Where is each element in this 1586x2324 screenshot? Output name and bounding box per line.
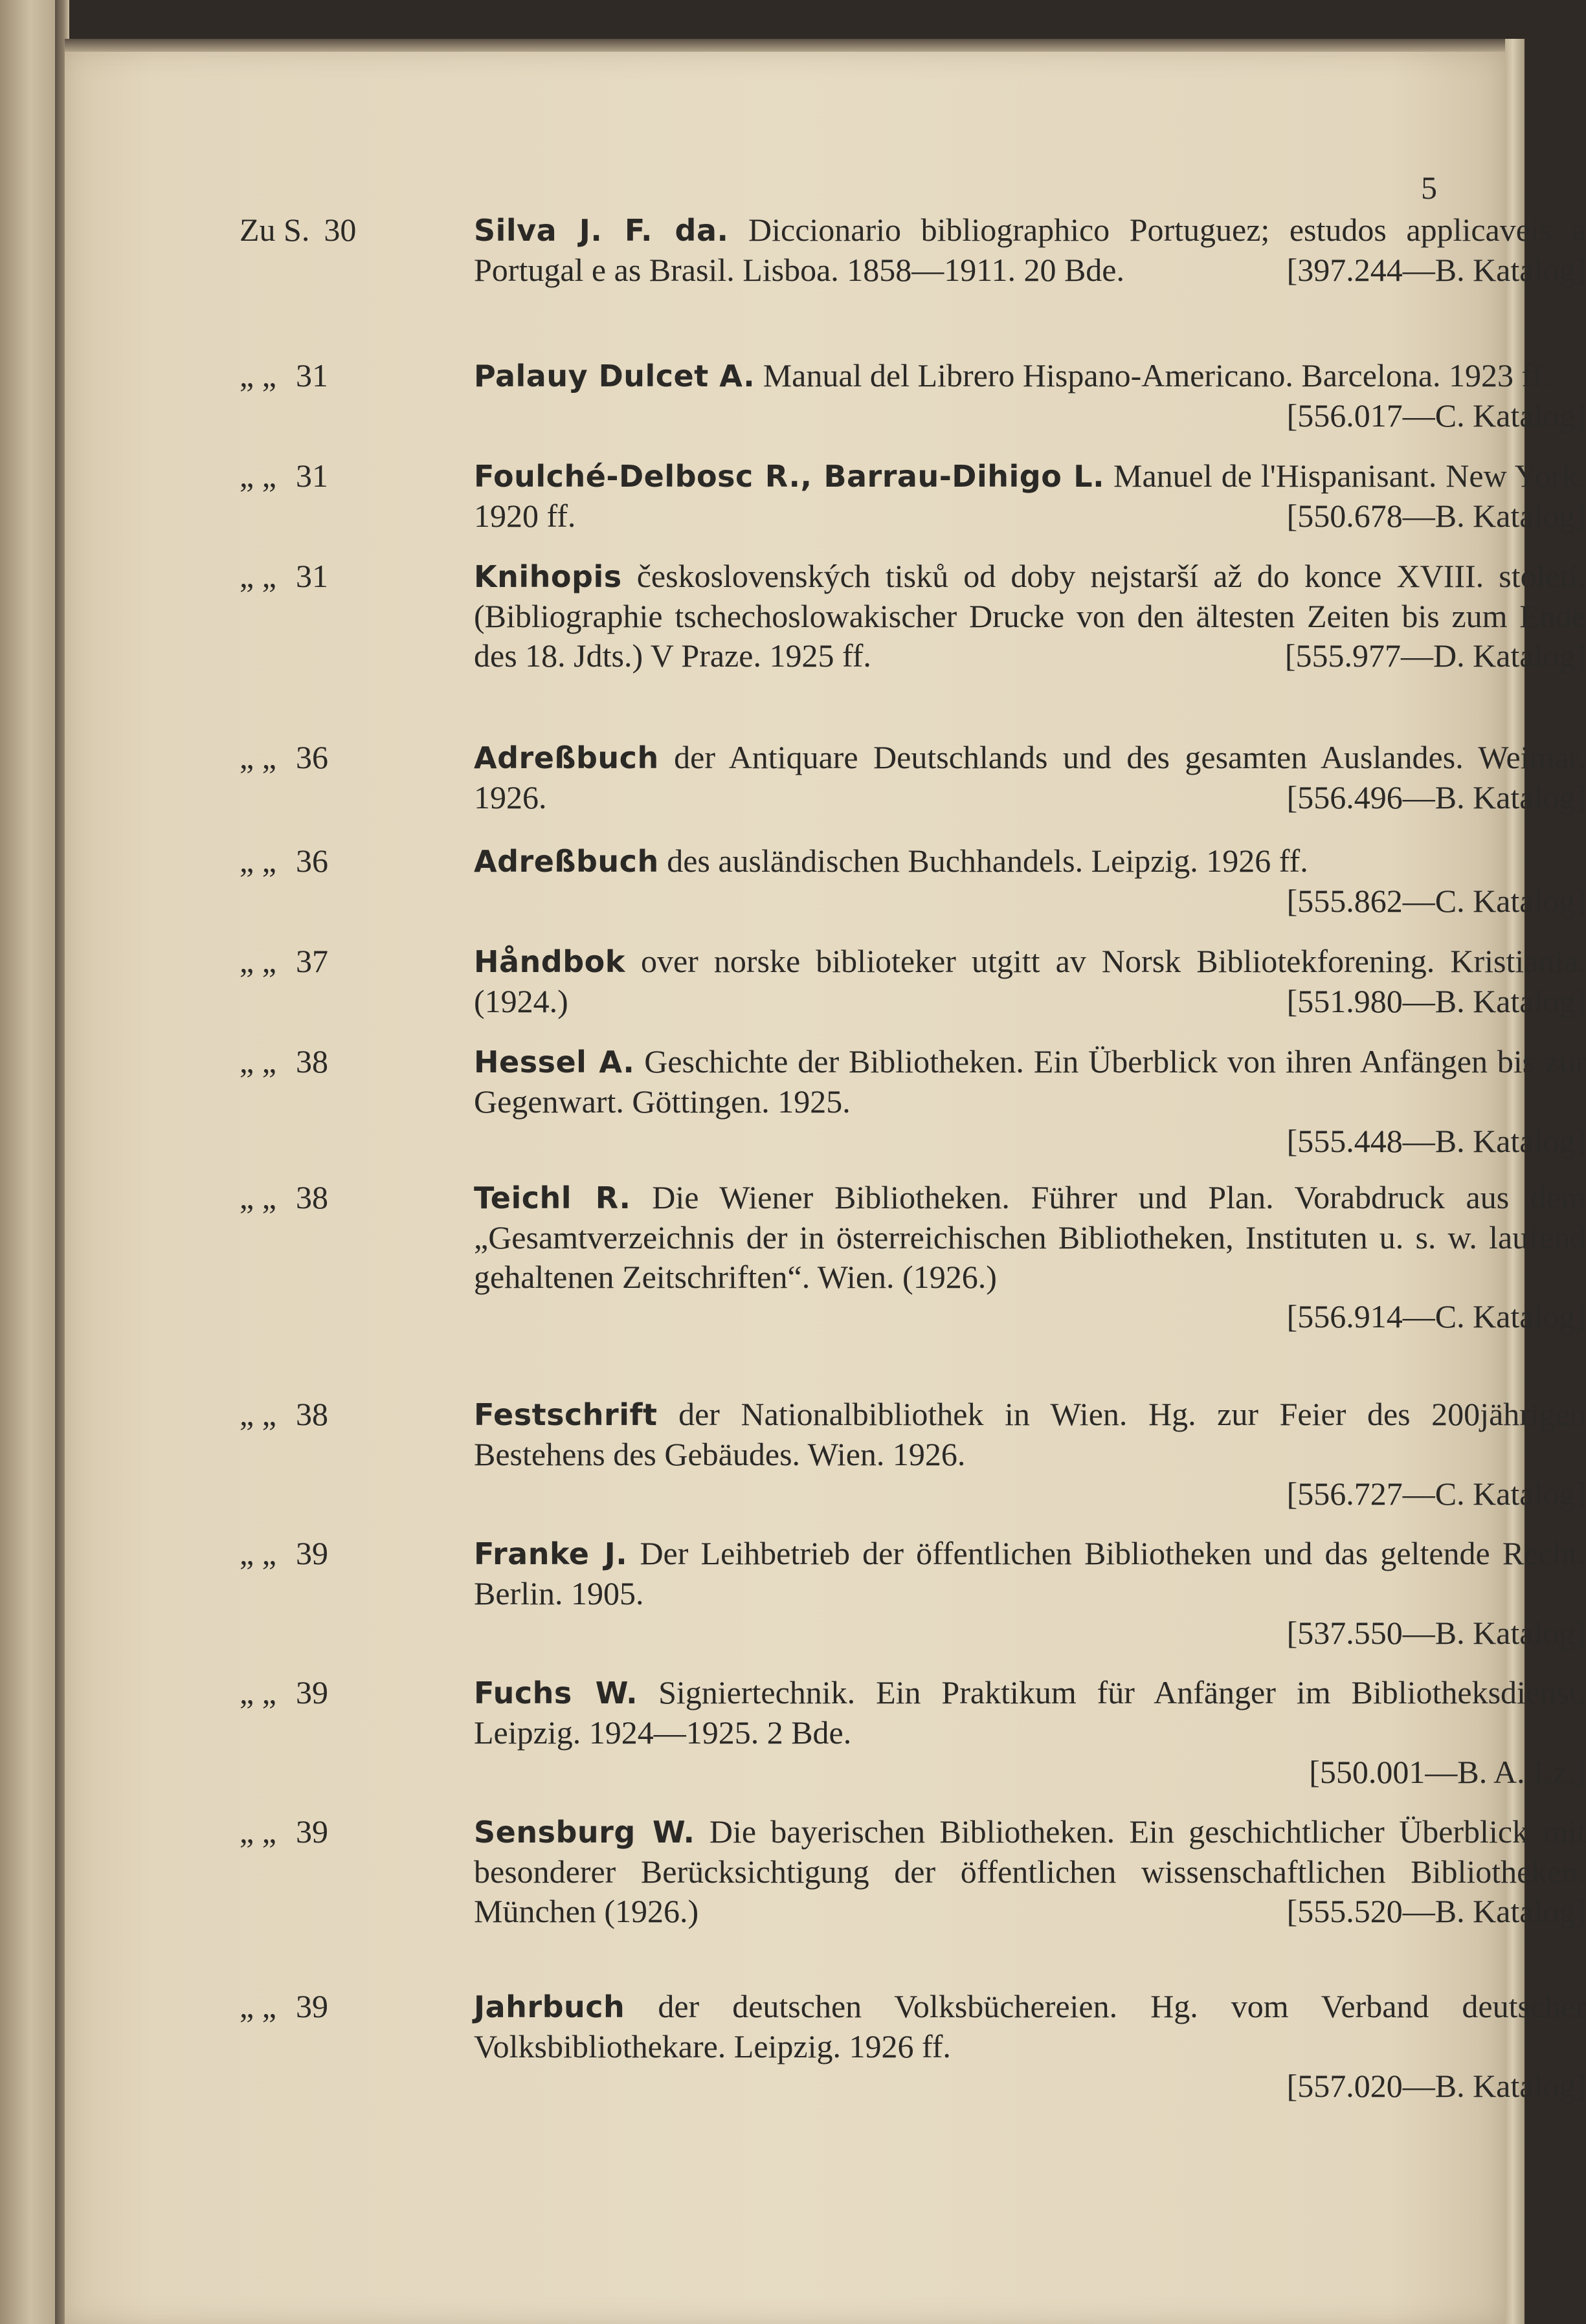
ref-page: 38 bbox=[296, 1396, 328, 1432]
entry-body bbox=[474, 1178, 1586, 1336]
ref-prefix: „ „ bbox=[240, 1043, 276, 1079]
ref-page: 39 bbox=[296, 1535, 328, 1571]
page-reference bbox=[240, 557, 434, 596]
book-page bbox=[65, 52, 1586, 2324]
entry-author: Franke J. bbox=[474, 1536, 628, 1571]
entry-body bbox=[474, 738, 1586, 817]
ref-prefix: „ „ bbox=[240, 739, 276, 775]
entry-author: Adreßbuch bbox=[474, 844, 659, 879]
ref-page: 38 bbox=[296, 1043, 328, 1079]
entry-author: Festschrift bbox=[474, 1397, 658, 1432]
entry-author: Jahrbuch bbox=[474, 1989, 625, 2024]
ref-page: 39 bbox=[296, 1813, 328, 1850]
ref-page: 37 bbox=[296, 943, 328, 979]
entry-text: Die Wiener Bibliotheken. Führer und Plan. Vorabdruck aus dem „Gesamtverzeichnis der in österreichischen Bibliotheken, Instituten u. s. w. laufend gehaltenen Zeitschriften“. Wien. (1926.) bbox=[474, 1179, 1586, 1295]
entry-body bbox=[474, 456, 1586, 536]
entry-signature: [537.550—B. Katalog] bbox=[1286, 1615, 1586, 1651]
entry-signature: [556.496—B. Katalog] bbox=[1286, 779, 1586, 815]
entry-text: over norske biblioteker utgitt av Norsk Bibliotekforening. Kristiania. (1924.) bbox=[474, 943, 1586, 1019]
page-reference bbox=[240, 1812, 434, 1852]
entry-text: československých tisků od doby nejstarší až do konce XVIII. století. (Bibliographie tschechoslowakischer Drucke von den ältesten Zeiten bis zum Ende des 18. Jdts.) V Praze. 1925 ff. bbox=[474, 558, 1586, 674]
page-reference bbox=[240, 356, 434, 395]
entry-text: der Nationalbibliothek in Wien. Hg. zur Feier des 200jährigen Bestehens des Gebäudes. Wien. 1926. bbox=[474, 1396, 1586, 1472]
ref-prefix: „ „ bbox=[240, 1813, 276, 1850]
entry-signature: [556.727—C. Katalog] bbox=[1286, 1476, 1586, 1512]
page-reference bbox=[240, 1042, 434, 1081]
page-reference bbox=[240, 456, 434, 496]
ref-page: 31 bbox=[296, 357, 328, 393]
entry-signature: [551.980—B. Katalog] bbox=[1286, 983, 1586, 1019]
page-reference bbox=[240, 1987, 434, 2026]
entry-body bbox=[474, 1042, 1586, 1161]
entry-body bbox=[474, 1395, 1586, 1514]
entry-author: Håndbok bbox=[474, 944, 625, 979]
ref-prefix: „ „ bbox=[240, 843, 276, 879]
entry-signature: [556.017—C. Katalog] bbox=[1286, 397, 1586, 434]
ref-page: 31 bbox=[296, 458, 328, 494]
entry-signature: [550.678—B. Katalog] bbox=[1286, 498, 1586, 534]
page-reference bbox=[240, 841, 434, 881]
page-reference bbox=[240, 1673, 434, 1712]
ref-page: 30 bbox=[324, 212, 357, 248]
ref-prefix: „ „ bbox=[240, 1988, 276, 2024]
entry-text: Manual del Librero Hispano-Americano. Barcelona. 1923 ff. bbox=[763, 357, 1551, 393]
ref-page: 38 bbox=[296, 1179, 328, 1215]
entry-signature: [556.914—C. Katalog] bbox=[1286, 1298, 1586, 1334]
entry-author: Sensburg W. bbox=[474, 1815, 695, 1850]
entry-text: Diccionario bibliographico Portuguez; estudos applicaveis a Portugal e as Brasil. Lisboa. 1858—1911. 20 Bde. bbox=[474, 212, 1586, 288]
page-reference bbox=[240, 738, 434, 777]
entry-author: Fuchs W. bbox=[474, 1676, 638, 1710]
page-reference bbox=[240, 942, 434, 981]
ref-prefix: „ „ bbox=[240, 1535, 276, 1571]
entry-author: Teichl R. bbox=[474, 1180, 631, 1215]
entry-author: Hessel A. bbox=[474, 1045, 635, 1079]
ref-prefix: „ „ bbox=[240, 458, 276, 494]
entry-text: der deutschen Volksbüchereien. Hg. vom Verband deutscher Volksbibliothekare. Leipzig. 1926 ff. bbox=[474, 1988, 1586, 2064]
entry-body bbox=[474, 557, 1586, 676]
ref-prefix: „ „ bbox=[240, 1674, 276, 1710]
page-reference bbox=[240, 1534, 434, 1573]
entry-text: Die bayerischen Bibliotheken. Ein geschichtlicher Überblick mit besonderer Berücksichtigung der öffentlichen wissenschaftlichen Bibliotheken. München (1926.) bbox=[474, 1813, 1586, 1929]
entry-body bbox=[474, 210, 1586, 290]
entry-text: Manuel de l'Hispanisant. New York. 1920 ff. bbox=[474, 458, 1586, 534]
entry-text: der Antiquare Deutschlands und des gesamten Auslandes. Weimar. 1926. bbox=[474, 739, 1586, 815]
entry-text: Der Leihbetrieb der öffentlichen Bibliotheken und das geltende Recht. Berlin. 1905. bbox=[474, 1535, 1586, 1611]
ref-page: 39 bbox=[296, 1988, 328, 2024]
entry-author: Silva J. F. da. bbox=[474, 213, 729, 248]
entry-author: Adreßbuch bbox=[474, 740, 659, 775]
page-number: 5 bbox=[1421, 170, 1437, 206]
ref-prefix: „ „ bbox=[240, 1396, 276, 1432]
entry-signature: [555.977—D. Katalog] bbox=[1284, 637, 1586, 674]
entry-body bbox=[474, 942, 1586, 1021]
entry-signature: [555.448—B. Katalog] bbox=[1286, 1123, 1586, 1159]
entry-text: des ausländischen Buchhandels. Leipzig. 1926 ff. bbox=[667, 843, 1308, 879]
ref-prefix: „ „ bbox=[240, 558, 276, 594]
entry-signature: [397.244—B. Katalog] bbox=[1286, 252, 1586, 288]
entry-author: Knihopis bbox=[474, 559, 622, 594]
ref-page: 36 bbox=[296, 739, 328, 775]
entry-body bbox=[474, 356, 1586, 436]
entry-body bbox=[474, 1812, 1586, 1931]
entry-signature: [555.862—C. Katalog] bbox=[1286, 883, 1586, 919]
entry-signature: [550.001—B. A. Lz.] bbox=[1309, 1754, 1586, 1790]
ref-page: 31 bbox=[296, 558, 328, 594]
entry-text: Signiertechnik. Ein Praktikum für Anfänger im Bibliotheksdienst. Leipzig. 1924—1925. 2 Bde. bbox=[474, 1674, 1586, 1751]
page-reference bbox=[240, 1178, 434, 1217]
entry-signature: [557.020—B. Katalog] bbox=[1286, 2068, 1586, 2104]
entry-body bbox=[474, 1673, 1586, 1792]
entry-text: Geschichte der Bibliotheken. Ein Überblick von ihren Anfängen bis zur Gegenwart. Göttingen. 1925. bbox=[474, 1043, 1586, 1120]
entry-author: Palauy Dulcet A. bbox=[474, 359, 755, 393]
page-reference bbox=[240, 210, 434, 250]
entry-body bbox=[474, 1987, 1586, 2106]
adjacent-page-edge bbox=[0, 0, 55, 2324]
page-top-edge bbox=[65, 39, 1525, 53]
ref-prefix: „ „ bbox=[240, 1179, 276, 1215]
page-reference bbox=[240, 1395, 434, 1434]
ref-prefix: Zu S. bbox=[240, 212, 310, 248]
ref-prefix: „ „ bbox=[240, 357, 276, 393]
ref-prefix: „ „ bbox=[240, 943, 276, 979]
ref-page: 36 bbox=[296, 843, 328, 879]
entry-body bbox=[474, 1534, 1586, 1653]
entry-signature: [555.520—B. Katalog] bbox=[1286, 1893, 1586, 1929]
entry-body bbox=[474, 841, 1586, 921]
ref-page: 39 bbox=[296, 1674, 328, 1710]
entry-author: Foulché-Delbosc R., Barrau-Dihigo L. bbox=[474, 459, 1105, 494]
